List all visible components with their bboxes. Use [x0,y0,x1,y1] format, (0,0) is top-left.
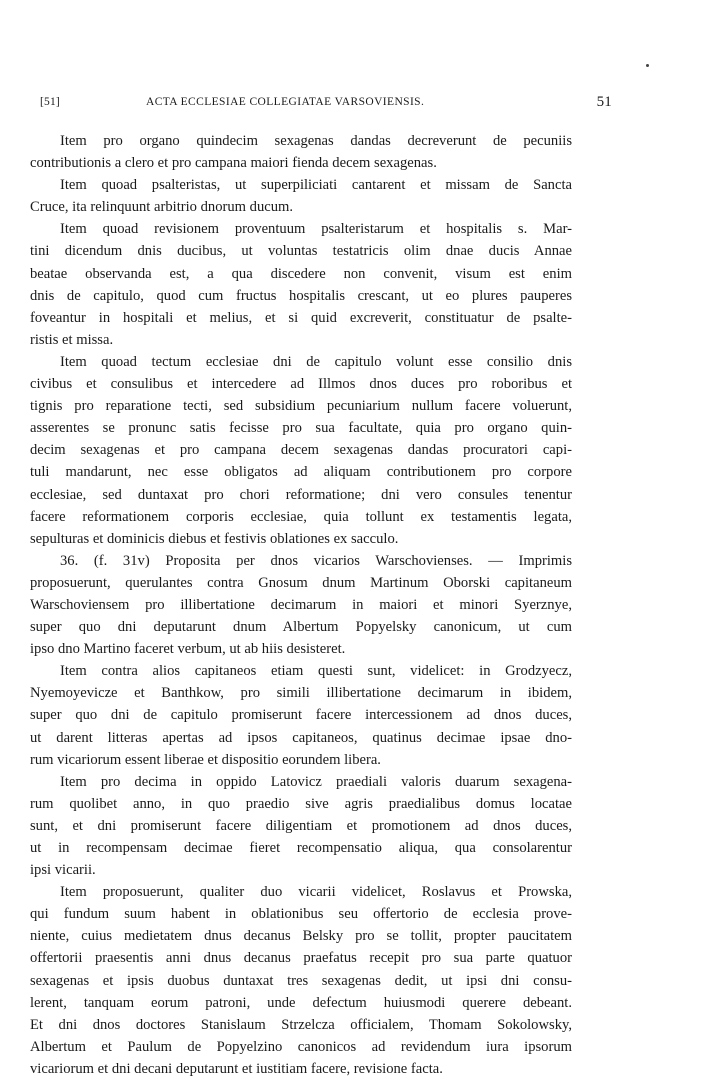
text-line: asserentes se pronunc satis fecisse pro sua facultate, quia pro organo quin- [30,420,572,437]
text-line: offertorii praesentis anni dnus decanus praefatus recepit pro sua parte quatuor [30,950,572,967]
text-line: ipsi vicarii. [30,862,96,879]
text-line: ut darent litteras apertas ad ipsos capitaneos, quatinus decimae ipsae dno- [30,729,572,746]
text-line: ut in recompensam decimae fieret recompensatio aliqua, qua consolarentur [30,840,572,856]
text-line: tini dicendum dnis ducibus, ut voluntas testatricis olim dnae ducis Annae [30,243,572,260]
text-line: tignis pro reparatione tecti, sed subsidium pecuniarium nullum facere voluerunt, [30,398,572,415]
text-line: ristis et missa. [30,331,114,348]
margin-dot [646,64,649,67]
text-line: Warschoviensem pro illibertatione decimarum in maiori et minori Syerznye, [30,596,572,613]
text-line: super quo dni de capitulo promiserunt facere intercessionem ad dnos duces, [30,707,572,724]
text-line: civibus et consulibus et intercedere ad Illmos dnos duces pro roboribus et [30,376,572,393]
text-line: Et dni dnos doctores Stanislaum Strzelcza officialem, Thomam Sokolowsky, [30,1016,572,1033]
text-line: facere reformationem corporis ecclesiae, quia tollunt ex testamentis legata, [30,508,572,525]
text-line: vicariorum et dni decani deputarunt et iustitiam facere, revisione facta. [30,1060,443,1077]
header-folio: [51] [40,96,60,108]
text-line: niente, cuius medietatem dnus decanus Belsky pro se tollit, propter paucitatem [30,928,572,945]
document-page [30,92,612,1077]
text-line: lerent, tanquam eorum patroni, unde defectum huiusmodi querere debeant. [30,994,572,1011]
text-line: Nyemoyevicze et Banthkow, pro simili illibertatione decimarum in ibidem, [30,685,572,702]
header-title: ACTA ECCLESIAE COLLEGIATAE VARSOVIENSIS. [146,96,425,108]
text-line: beatae observanda est, a qua discedere non convenit, visum est enim [30,265,572,282]
text-line: Item pro decima in oppido Latovicz praediali valoris duarum sexagena- [60,773,572,790]
text-line: Item quoad psalteristas, ut superpiliciati cantarent et missam de Sancta [60,177,572,194]
text-line: decim sexagenas et pro campana decem sexagenas dandas procuratori capi- [30,442,572,459]
text-line: Item quoad tectum ecclesiae dni de capitulo volunt esse consilio dnis [60,353,572,370]
body-text [30,130,572,1080]
text-line: sepulturas et dominicis diebus et festivis oblationes ex sacculo. [30,530,399,547]
text-line: Cruce, ita relinquunt arbitrio dnorum ducum. [30,199,294,216]
text-line: Item proposuerunt, qualiter duo vicarii videlicet, Roslavus et Prowska, [60,884,572,901]
section-heading-line: 36. (f. 31v) Proposita per dnos vicarios Warschovienses. — Imprimis [60,552,572,569]
text-line: Albertum et Paulum de Popyelzino canonicos ad revidendum iura ipsorum [30,1038,572,1055]
text-line: Item contra alios capitaneos etiam questi sunt, videlicet: in Grodzyecz, [60,663,572,680]
text-line: tuli mandarunt, nec esse obligatos ad aliquam contributionem pro corpore [30,464,572,481]
text-line: qui fundum suum habent in oblationibus seu offertorio de ecclesia prove- [30,906,572,923]
text-line: sunt, et dni promiserunt facere diligentiam et promotionem ad dnos duces, [30,817,572,834]
text-line: sexagenas et ipsis duobus duntaxat tres sexagenas dedit, ut ipsi dni consu- [30,972,572,989]
text-line: Item pro organo quindecim sexagenas dandas decreverunt de pecuniis [60,133,572,149]
text-line: contributionis a clero et pro campana maiori fienda decem sexagenas. [30,155,437,172]
text-line: super quo dni deputarunt dnum Albertum Popyelsky canonicum, ut cum [30,619,572,636]
text-line: Item quoad revisionem proventuum psalteristarum et hospitalis s. Mar- [60,221,572,238]
page-number: 51 [596,94,612,110]
text-line: foveantur in hospitali et melius, et si quid excreverit, constituatur de psalte- [30,309,572,326]
text-line: proposuerunt, querulantes contra Gnosum dnum Martinum Oborski capitaneum [30,574,572,591]
text-line: ipso dno Martino faceret verbum, ut ab hiis desisteret. [30,641,346,658]
text-line: rum quolibet anno, in quo praedio sive agris praedialibus domus locatae [30,795,572,812]
text-line: ecclesiae, sed duntaxat pro chori reformatione; dni vero consules tenentur [30,486,572,503]
running-header [40,92,612,114]
text-line: dnis de capitulo, quod cum fructus hospitalis crescant, ut eo plures pauperes [30,287,572,304]
text-line: rum vicariorum essent liberae et dispositio eorundem libera. [30,751,381,768]
